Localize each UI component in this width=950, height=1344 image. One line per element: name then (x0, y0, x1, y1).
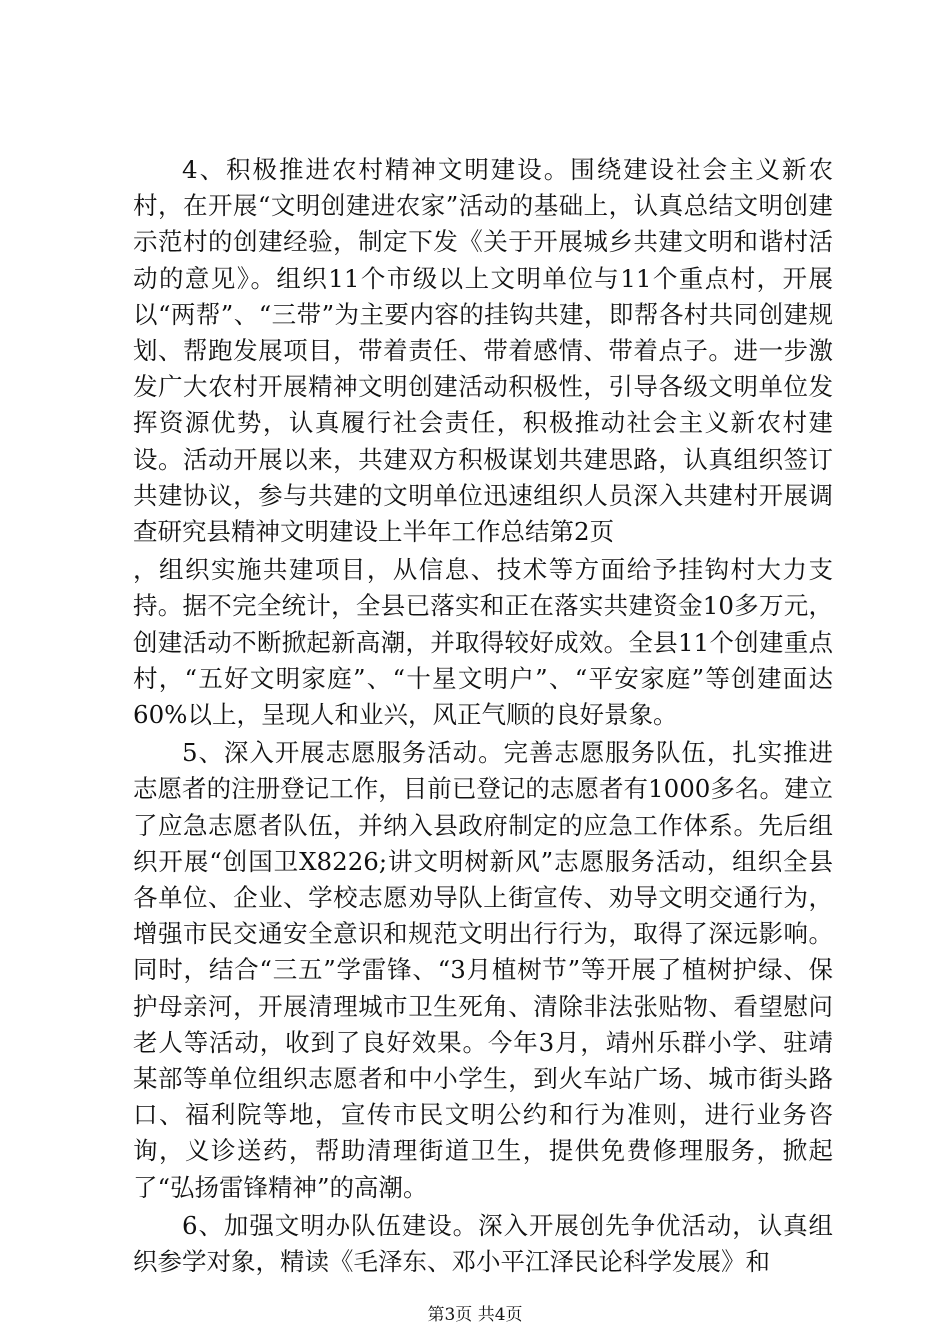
paragraph-continuation: ，组织实施共建项目，从信息、技术等方面给予挂钩村大力支持。据不完全统计，全县已落实和正在落实共建资金10多万元，创建活动不断掀起新高潮，并取得较好成效。全县11个创建重点村，“五好文明家庭”、“十星文明户”、“平安家庭”等创建面达60%以上，呈现人和业兴，风正气顺的良好景象。 (133, 555, 833, 730)
paragraph-rural-civilization: 4、积极推进农村精神文明建设。围绕建设社会主义新农村，在开展“文明创建进农家”活动的基础上，认真总结文明创建示范村的创建经验，制定下发《关于开展城乡共建文明和谐村活动的意见》。组织11个市级以上文明单位与11个重点村，开展以“两帮”、“三带”为主要内容的挂钩共建，即帮各村共同创建规划、帮跑发展项目，带着责任、带着感情、带着点子。进一步激发广大农村开展精神文明创建活动积极性，引导各级文明单位发挥资源优势，认真履行社会责任，积极推动社会主义新农村建设。活动开展以来，共建双方积极谋划共建思路，认真组织签订共建协议，参与共建的文明单位迅速组织人员深入共建村开展调查研究县精神文明建设上半年工作总结第2页 (133, 155, 833, 547)
paragraph-team-building: 6、加强文明办队伍建设。深入开展创先争优活动，认真组织参学对象，精读《毛泽东、邓小平江泽民论科学发展》和 (133, 1210, 833, 1277)
page-footer (0, 1305, 950, 1325)
paragraph-volunteer-service: 5、深入开展志愿服务活动。完善志愿服务队伍，扎实推进志愿者的注册登记工作，目前已登记的志愿者有1000多名。建立了应急志愿者队伍，并纳入县政府制定的应急工作体系。先后组织开展“创国卫X8226;讲文明树新风”志愿服务活动，组织全县各单位、企业、学校志愿劝导队上街宣传、劝导文明交通行为，增强市民交通安全意识和规范文明出行行为，取得了深远影响。同时，结合“三五”学雷锋、“3月植树节”等开展了植树护绿、保护母亲河，开展清理城市卫生死角、清除非法张贴物、看望慰问老人等活动，收到了良好效果。今年3月，靖州乐群小学、驻靖某部等单位组织志愿者和中小学生，到火车站广场、城市街头路口、福利院等地，宣传市民文明公约和行为准则，进行业务咨询，义诊送药，帮助清理街道卫生，提供免费修理服务，掀起了“弘扬雷锋精神”的高潮。 (133, 738, 833, 1202)
document-body (133, 152, 833, 1280)
page-number-label: 第3页 共4页 (427, 1305, 523, 1325)
